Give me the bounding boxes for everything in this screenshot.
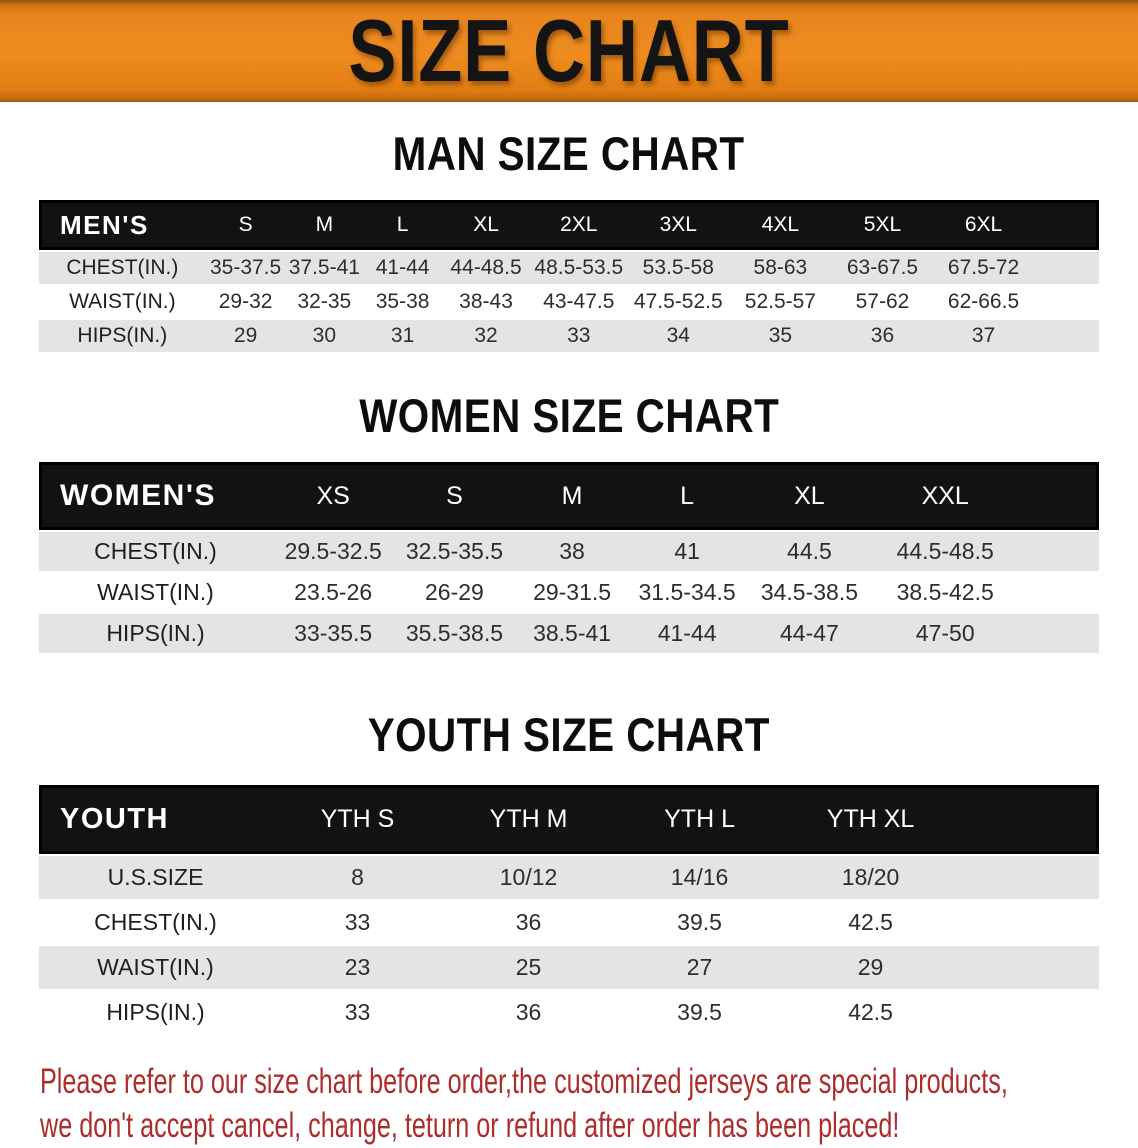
- size-cell: 14/16: [614, 854, 785, 899]
- column-header: S: [206, 200, 286, 250]
- size-cell: 32.5-35.5: [394, 530, 514, 571]
- size-cell: 35-38: [363, 284, 442, 318]
- table-row: [39, 899, 1099, 944]
- column-header: XXL: [874, 462, 1016, 530]
- size-cell: 33-35.5: [272, 612, 394, 653]
- youth-heading-text: YOUTH SIZE CHART: [367, 708, 771, 761]
- column-header: 3XL: [628, 200, 730, 250]
- banner-title: SIZE CHART: [348, 1, 790, 100]
- size-cell: 38: [515, 530, 630, 571]
- row-label: CHEST(IN.): [39, 530, 272, 571]
- size-cell: 44.5-48.5: [874, 530, 1016, 571]
- pad-cell: [1016, 462, 1099, 530]
- size-cell: 36: [443, 989, 614, 1034]
- size-cell: 63-67.5: [832, 250, 934, 284]
- size-cell: 37: [933, 318, 1034, 352]
- column-header: L: [630, 462, 745, 530]
- size-cell: 62-66.5: [933, 284, 1034, 318]
- size-cell: 52.5-57: [729, 284, 832, 318]
- column-header: YTH L: [614, 785, 785, 854]
- size-cell: 38.5-41: [515, 612, 630, 653]
- size-cell: 29-32: [206, 284, 286, 318]
- row-label: WAIST(IN.): [39, 284, 206, 318]
- size-cell: 33: [272, 989, 443, 1034]
- size-cell: 10/12: [443, 854, 614, 899]
- size-cell: 8: [272, 854, 443, 899]
- disclaimer-line-2: we don't accept cancel, change, teturn or refund after order has been placed!: [40, 1106, 900, 1145]
- size-cell: 41-44: [363, 250, 442, 284]
- header-row: [39, 785, 1099, 854]
- disclaimer-line-1: Please refer to our size chart before order,the customized jerseys are special products,: [40, 1062, 1008, 1101]
- row-label: HIPS(IN.): [39, 612, 272, 653]
- column-header: XL: [745, 462, 875, 530]
- column-header: YTH XL: [785, 785, 956, 854]
- column-header: 2XL: [530, 200, 627, 250]
- table-row: [39, 250, 1099, 284]
- size-cell: 47-50: [874, 612, 1016, 653]
- size-cell: 32-35: [285, 284, 363, 318]
- table-row: [39, 989, 1099, 1034]
- women-heading-text: WOMEN SIZE CHART: [358, 389, 780, 442]
- row-label: WAIST(IN.): [39, 571, 272, 612]
- size-cell: 35: [729, 318, 832, 352]
- size-cell: 44.5: [745, 530, 875, 571]
- men-size-table: [39, 200, 1099, 352]
- section-women: [0, 390, 1138, 653]
- size-cell: 44-47: [745, 612, 875, 653]
- size-cell: 36: [443, 899, 614, 944]
- women-size-table: [39, 462, 1099, 653]
- size-cell: 23.5-26: [272, 571, 394, 612]
- size-chart-banner: [0, 0, 1138, 102]
- size-cell: 35-37.5: [206, 250, 286, 284]
- size-cell: 32: [442, 318, 530, 352]
- table-row: [39, 854, 1099, 899]
- size-cell: 43-47.5: [530, 284, 627, 318]
- youth-size-table: [39, 785, 1099, 1034]
- size-cell: 41: [630, 530, 745, 571]
- table-row: [39, 944, 1099, 989]
- table-row: [39, 530, 1099, 571]
- row-label: CHEST(IN.): [39, 899, 272, 944]
- table-title: WOMEN'S: [39, 462, 272, 530]
- pad-cell: [1016, 530, 1099, 571]
- table-title: YOUTH: [39, 785, 272, 854]
- size-cell: 42.5: [785, 989, 956, 1034]
- size-cell: 29.5-32.5: [272, 530, 394, 571]
- size-cell: 53.5-58: [628, 250, 730, 284]
- men-heading-text: MAN SIZE CHART: [393, 127, 745, 180]
- table-row: [39, 284, 1099, 318]
- size-cell: 35.5-38.5: [394, 612, 514, 653]
- size-cell: 38.5-42.5: [874, 571, 1016, 612]
- pad-cell: [1034, 250, 1099, 284]
- size-cell: 23: [272, 944, 443, 989]
- header-row: [39, 462, 1099, 530]
- column-header: YTH M: [443, 785, 614, 854]
- row-label: HIPS(IN.): [39, 989, 272, 1034]
- size-cell: 48.5-53.5: [530, 250, 627, 284]
- pad-cell: [956, 989, 1099, 1034]
- column-header: 6XL: [933, 200, 1034, 250]
- size-cell: 33: [530, 318, 627, 352]
- size-cell: 39.5: [614, 989, 785, 1034]
- column-header: M: [285, 200, 363, 250]
- table-row: [39, 571, 1099, 612]
- size-cell: 25: [443, 944, 614, 989]
- disclaimer: [40, 1060, 1138, 1148]
- size-cell: 47.5-52.5: [628, 284, 730, 318]
- size-cell: 57-62: [832, 284, 934, 318]
- size-cell: 29: [206, 318, 286, 352]
- column-header: YTH S: [272, 785, 443, 854]
- pad-cell: [956, 854, 1099, 899]
- size-cell: 67.5-72: [933, 250, 1034, 284]
- size-cell: 34: [628, 318, 730, 352]
- column-header: 5XL: [832, 200, 934, 250]
- row-label: CHEST(IN.): [39, 250, 206, 284]
- size-cell: 18/20: [785, 854, 956, 899]
- size-cell: 29: [785, 944, 956, 989]
- row-label: HIPS(IN.): [39, 318, 206, 352]
- pad-cell: [1016, 571, 1099, 612]
- pad-cell: [1034, 200, 1099, 250]
- men-section-heading: [0, 128, 1138, 180]
- pad-cell: [956, 899, 1099, 944]
- pad-cell: [956, 785, 1099, 854]
- pad-cell: [1034, 318, 1099, 352]
- size-cell: 31: [363, 318, 442, 352]
- table-title: MEN'S: [39, 200, 206, 250]
- size-cell: 27: [614, 944, 785, 989]
- pad-cell: [1034, 284, 1099, 318]
- table-row: [39, 612, 1099, 653]
- section-men: [0, 128, 1138, 352]
- size-cell: 36: [832, 318, 934, 352]
- size-cell: 29-31.5: [515, 571, 630, 612]
- row-label: U.S.SIZE: [39, 854, 272, 899]
- size-cell: 39.5: [614, 899, 785, 944]
- column-header: S: [394, 462, 514, 530]
- size-cell: 31.5-34.5: [630, 571, 745, 612]
- size-cell: 26-29: [394, 571, 514, 612]
- section-youth: [0, 709, 1138, 1034]
- size-cell: 37.5-41: [285, 250, 363, 284]
- size-cell: 44-48.5: [442, 250, 530, 284]
- column-header: XS: [272, 462, 394, 530]
- column-header: M: [515, 462, 630, 530]
- women-section-heading: [0, 390, 1138, 442]
- column-header: 4XL: [729, 200, 832, 250]
- column-header: XL: [442, 200, 530, 250]
- size-cell: 30: [285, 318, 363, 352]
- column-header: L: [363, 200, 442, 250]
- size-cell: 33: [272, 899, 443, 944]
- size-cell: 34.5-38.5: [745, 571, 875, 612]
- header-row: [39, 200, 1099, 250]
- size-cell: 41-44: [630, 612, 745, 653]
- table-row: [39, 318, 1099, 352]
- pad-cell: [956, 944, 1099, 989]
- pad-cell: [1016, 612, 1099, 653]
- size-cell: 58-63: [729, 250, 832, 284]
- row-label: WAIST(IN.): [39, 944, 272, 989]
- youth-section-heading: [0, 709, 1138, 761]
- size-cell: 38-43: [442, 284, 530, 318]
- size-cell: 42.5: [785, 899, 956, 944]
